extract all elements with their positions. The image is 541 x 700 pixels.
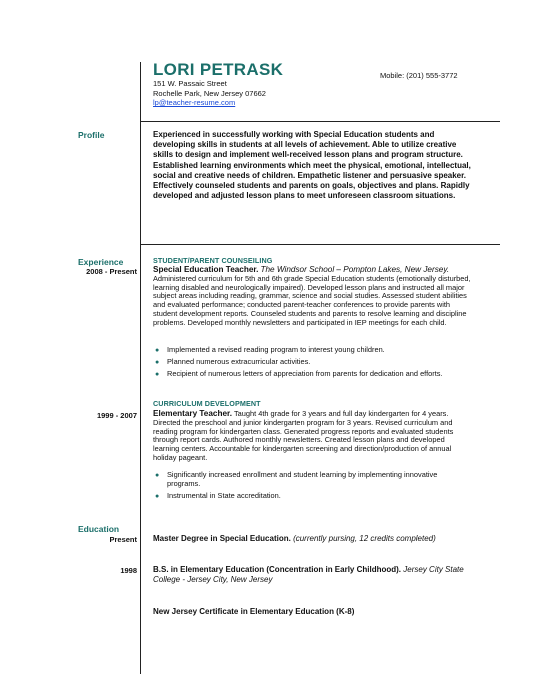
degree-name: B.S. in Elementary Education (Concentration in Early Childhood). xyxy=(153,565,402,574)
degree-name: Master Degree in Special Education. xyxy=(153,534,291,543)
bullet-icon: ● xyxy=(155,370,160,378)
job-category: CURRICULUM DEVELOPMENT xyxy=(153,399,261,408)
list-item: ● Planned numerous extracurricular activities. xyxy=(155,356,311,366)
bullet-icon: ● xyxy=(155,347,160,354)
education-dates: Present xyxy=(109,535,137,544)
mobile-phone: Mobile: (201) 555-3772 xyxy=(380,71,458,80)
job-category: STUDENT/PARENT COUNSEILING xyxy=(153,256,273,265)
education-entry xyxy=(153,607,473,617)
job-achievements xyxy=(153,471,471,503)
address-line-2: Rochelle Park, New Jersey 07662 xyxy=(153,88,266,98)
bullet-icon: ● xyxy=(155,492,160,500)
job-achievements xyxy=(153,346,471,381)
bullet-icon: ● xyxy=(155,472,160,479)
education-entry xyxy=(153,565,473,585)
header-divider xyxy=(140,121,500,122)
vertical-divider xyxy=(140,62,141,674)
list-item: ● Implemented a revised reading program to interest young children. xyxy=(155,345,385,354)
education-heading: Education xyxy=(78,524,120,534)
job-title: Elementary Teacher. xyxy=(153,409,233,418)
address-block xyxy=(153,79,266,108)
job-dates: 1999 - 2007 xyxy=(96,411,137,420)
email-link[interactable]: lp@teacher-resume.com xyxy=(153,98,236,108)
list-item: ● Significantly increased enrollment and student learning by implementing innovative programs. xyxy=(155,470,438,488)
job-dates: 2008 - Present xyxy=(86,267,137,276)
certificate-name: New Jersey Certificate in Elementary Education (K-8) xyxy=(153,607,355,616)
job-description: Administered curriculum for 5th and 6th grade Special Education students (emotionally disturbed, learning disabled and neurologically impaired). Developed lesson plans and instructed all major subject areas including reading, grammar, science and social studies. Assessed student abilities and evaluated performance; conducted parent-teacher conferences to provide parents with student development reports. Counseled students and parents to resolve learning and discipline problems. Developed monthly newsletters and participated in IEP meetings for each child. xyxy=(153,273,471,327)
education-entry xyxy=(153,534,473,544)
profile-divider xyxy=(140,244,500,245)
job-entry xyxy=(153,266,471,328)
job-title: Special Education Teacher. xyxy=(153,265,259,274)
experience-heading: Experience xyxy=(78,257,124,267)
profile-heading: Profile xyxy=(78,130,105,140)
degree-note: Jersey City State College - Jersey City, New Jersey xyxy=(153,565,464,584)
candidate-name: LORI PETRASK xyxy=(153,60,284,79)
job-description: Taught 4th grade for 3 years and full day kindergarten for 4 years. Directed the preschool and junior kindergarten program for 3 years. Revised curriculum and reading program for kindergarten class. Generated progress reports and evaluated students through report cards. Authored monthly newsletters. Created lesson plans and developed learning centers. Accountable for kindergarten screening and direction/production of annual holiday pageant. xyxy=(153,409,454,462)
address-line-1: 151 W. Passaic Street xyxy=(153,79,227,88)
education-dates: 1998 xyxy=(120,566,137,575)
list-item: ● Recipient of numerous letters of appreciation from parents for dedication and efforts. xyxy=(155,368,443,378)
bullet-icon: ● xyxy=(155,358,160,366)
profile-summary: Experienced in successfully working with Special Education students and developing skills in students at all levels of achievement. Able to utilize creative skills to design and implement well-received lesson plans and program structure. Established learning environments which meet the physical, emotional, intellectual, social and creative needs of children. Empathetic listener and persuasive speaker. Effectively counseled students and parents on goals, objectives and plans. Rapidly developed and adjusted lesson plans to meet unforeseen classroom situations. xyxy=(153,130,471,201)
list-item: ● Instrumental in State accreditation. xyxy=(155,490,281,500)
job-entry xyxy=(153,410,471,463)
job-employer: The Windsor School – Pompton Lakes, New Jersey. xyxy=(260,265,450,274)
degree-note: (currently pursing, 12 credits completed) xyxy=(293,534,436,543)
